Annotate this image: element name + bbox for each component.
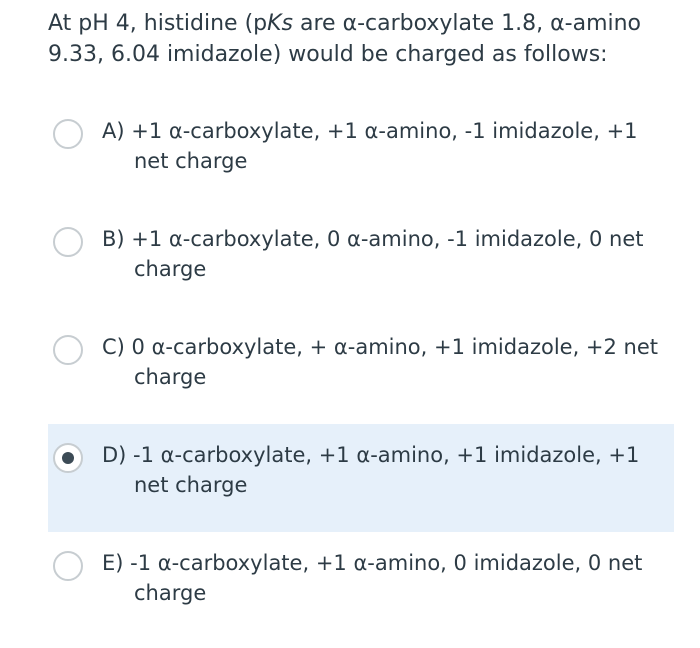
radio-button-b[interactable] [53,227,83,257]
answer-label-e: E) -1 α-carboxylate, +1 α-amino, 0 imidazole, 0 net charge [102,551,643,605]
answer-option-b[interactable] [48,208,674,316]
radio-button-a[interactable] [53,119,83,149]
answer-option-d[interactable] [48,424,674,532]
radio-button-c[interactable] [53,335,83,365]
answer-label-b: B) +1 α-carboxylate, 0 α-amino, -1 imidazole, 0 net charge [102,227,644,281]
answer-option-c[interactable] [48,316,674,424]
answer-option-a[interactable] [48,100,674,208]
answer-label-a: A) +1 α-carboxylate, +1 α-amino, -1 imidazole, +1 net charge [102,119,638,173]
answer-label-c: C) 0 α-carboxylate, + α-amino, +1 imidazole, +2 net charge [102,335,659,389]
radio-button-d[interactable] [53,443,83,473]
answer-option-e[interactable] [48,532,674,640]
question-prefix: At pH 4, histidine (p [48,11,268,36]
answer-label-d: D) -1 α-carboxylate, +1 α-amino, +1 imidazole, +1 net charge [102,443,640,497]
radio-button-e[interactable] [53,551,83,581]
question-pks: Ks [267,11,294,36]
question-text [48,8,668,70]
answer-list [48,100,674,640]
question-suffix: are α-carboxylate 1.8, α-amino 9.33, 6.04 imidazole) would be charged as follows: [48,11,642,67]
